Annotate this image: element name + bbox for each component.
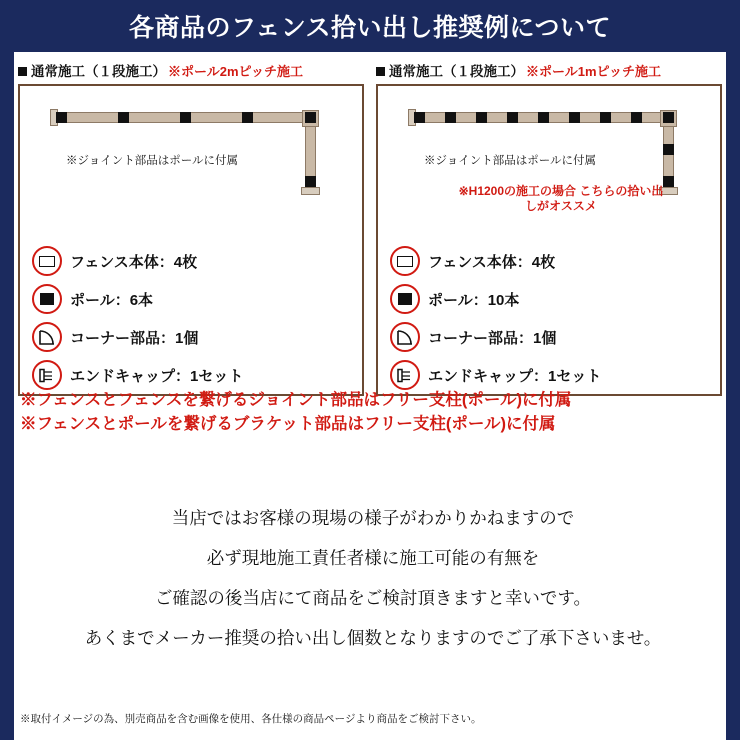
fence-layout-diagram: [30, 94, 352, 242]
panel-1m-pitch: [376, 60, 722, 396]
pole-marker: [445, 112, 456, 123]
square-marker-icon: [18, 67, 27, 76]
pole-marker: [414, 112, 425, 123]
panel-heading-main: 通常施工（１段施工）: [389, 64, 524, 79]
red-note-line: ※フェンスとフェンスを繋げるジョイント部品はフリー支柱(ポール)に付属: [20, 391, 572, 409]
right-edge-bar: [726, 0, 740, 740]
footnote: ※取付イメージの為、別売商品を含む画像を使用、各仕様の商品ページより商品をご検討下さい。: [20, 713, 482, 725]
body-line: 当店ではお客様の現場の様子がわかりかねますので: [171, 508, 575, 528]
fence-layout-diagram: [388, 94, 710, 242]
left-edge-bar: [0, 0, 14, 740]
legend-label: ポール：10本: [428, 291, 520, 309]
pole-icon: [390, 284, 420, 314]
pole-marker: [476, 112, 487, 123]
panel-heading-main: 通常施工（１段施工）: [31, 64, 166, 79]
legend-label: エンドキャップ：1セット: [428, 367, 602, 385]
recommendation-note: ※H1200の施工の場合 こちらの拾い出しがオススメ: [458, 184, 664, 213]
pole-marker: [631, 112, 642, 123]
legend-row-corner-part: [32, 318, 350, 356]
fence-panel-icon: [390, 246, 420, 276]
pole-marker: [305, 112, 316, 123]
legend-label: ポール：6本: [70, 291, 154, 309]
joint-note: ※ジョイント部品はポールに付属: [66, 155, 239, 167]
legend-label: フェンス本体：4枚: [428, 253, 556, 271]
legend-row-fence-panel: [390, 242, 708, 280]
panel-heading-sub: ※ポール1mピッチ施工: [526, 64, 662, 79]
legend-label: コーナー部品：1個: [428, 329, 557, 347]
square-marker-icon: [376, 67, 385, 76]
end-cap-icon: [390, 360, 420, 390]
end-cap-icon: [32, 360, 62, 390]
pole-marker: [56, 112, 67, 123]
legend-row-fence-panel: [32, 242, 350, 280]
page-title: 各商品のフェンス拾い出し推奨例について: [128, 14, 611, 42]
end-cap-glyph: [38, 368, 56, 383]
panel-heading: [376, 60, 722, 80]
panel-2m-pitch: [18, 60, 364, 396]
panel-box: [18, 84, 364, 396]
pole-marker: [663, 144, 674, 155]
joint-note: ※ジョイント部品はポールに付属: [424, 155, 597, 167]
panel-heading-sub: ※ポール2mピッチ施工: [168, 64, 304, 79]
pole-marker: [663, 112, 674, 123]
panel-box: [376, 84, 722, 396]
red-notes: [20, 388, 726, 436]
legend-label: コーナー部品：1個: [70, 329, 199, 347]
corner-part-icon: [390, 322, 420, 352]
pole-marker: [118, 112, 129, 123]
body-text: [20, 498, 726, 658]
body-line: あくまでメーカー推奨の拾い出し個数となりますのでご了承下さいませ。: [84, 628, 662, 648]
legend-row-corner-part: [390, 318, 708, 356]
legend-row-pole: [390, 280, 708, 318]
pole-marker: [600, 112, 611, 123]
end-cap-glyph: [396, 368, 414, 383]
corner-part-glyph: [38, 329, 57, 346]
pole-marker: [538, 112, 549, 123]
body-line: 必ず現地施工責任者様に施工可能の有無を: [206, 548, 540, 568]
legend-label: エンドキャップ：1セット: [70, 367, 244, 385]
pole-marker: [242, 112, 253, 123]
title-band: [14, 0, 726, 52]
pole-marker: [180, 112, 191, 123]
pole-marker: [507, 112, 518, 123]
body-line: ご確認の後当店にて商品をご検討頂きますと幸いです。: [154, 588, 592, 608]
corner-part-icon: [32, 322, 62, 352]
fence-panel-icon: [32, 246, 62, 276]
red-note-line: ※フェンスとポールを繋げるブラケット部品はフリー支柱(ポール)に付属: [20, 415, 556, 433]
corner-part-glyph: [396, 329, 415, 346]
panel-heading: [18, 60, 364, 80]
legend-row-pole: [32, 280, 350, 318]
pole-marker: [569, 112, 580, 123]
end-cap-bottom: [301, 187, 320, 195]
legend-label: フェンス本体：4枚: [70, 253, 198, 271]
pole-marker: [305, 176, 316, 187]
pole-icon: [32, 284, 62, 314]
parts-legend: [390, 242, 708, 394]
panel-group: [18, 60, 722, 396]
parts-legend: [32, 242, 350, 394]
